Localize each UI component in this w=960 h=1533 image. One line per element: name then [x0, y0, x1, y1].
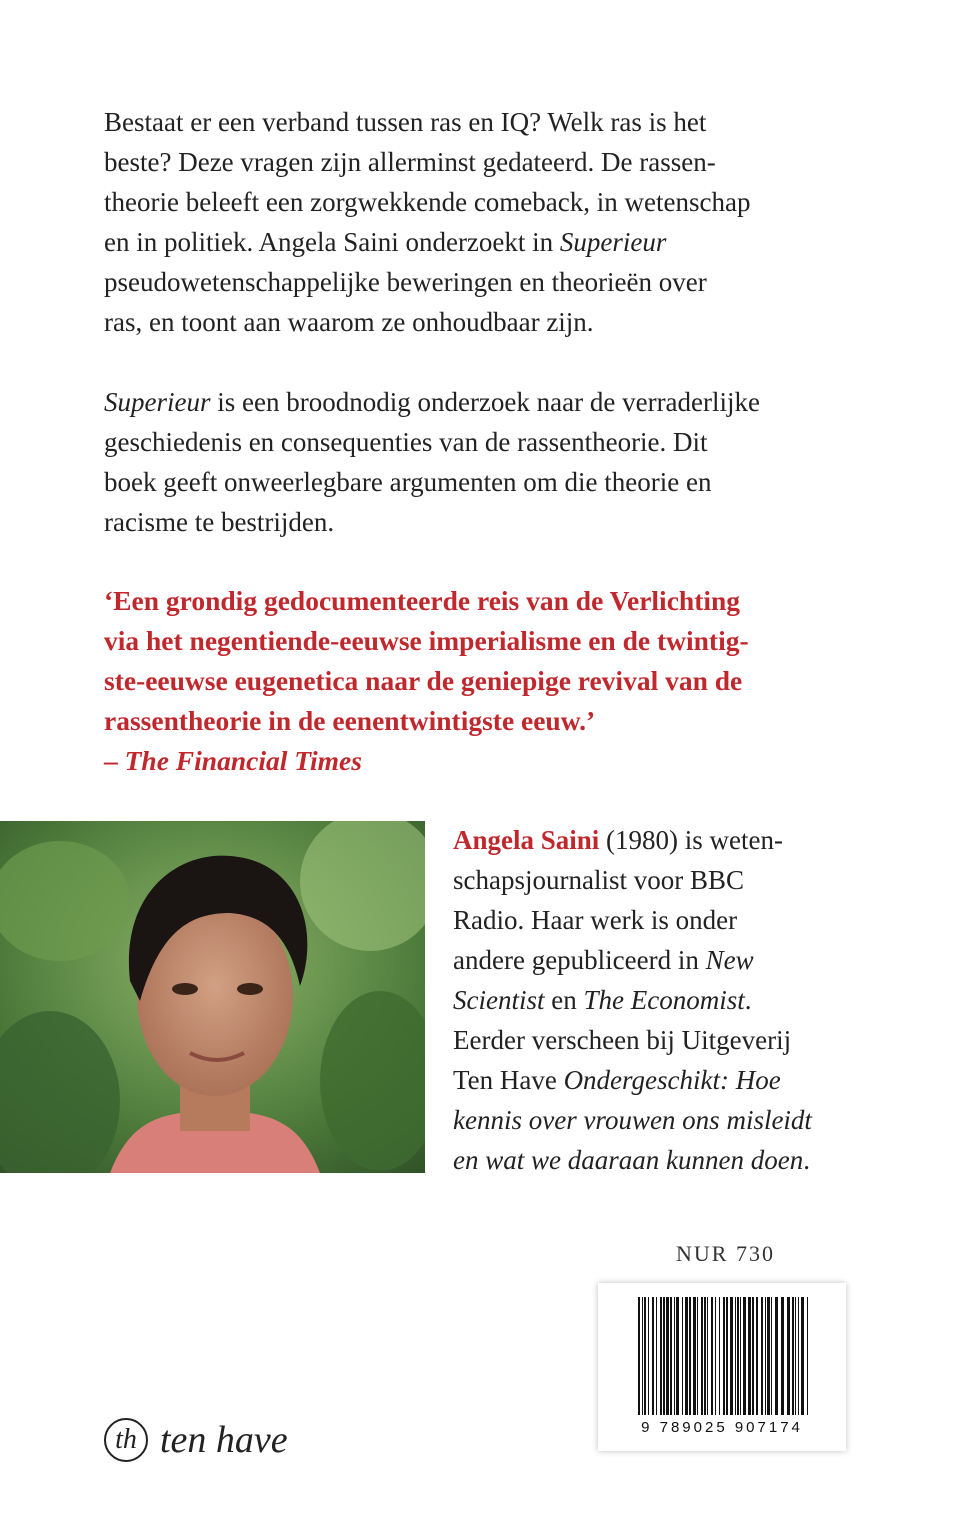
author-name: Angela Saini [453, 825, 600, 855]
book-title-italic: Superieur [104, 387, 211, 417]
text-fragment: is een broodnodig onderzoek naar de verraderlijke [210, 387, 761, 417]
quote-dash: – [104, 745, 125, 776]
text-fragment: andere gepubliceerd in [453, 945, 706, 975]
publication-italic: The Economist [583, 985, 745, 1015]
text-line: theorie beleeft een zorgwekkende comeback, in wetenschap [104, 187, 751, 217]
bio-line [453, 1060, 933, 1100]
bio-line [453, 1100, 933, 1140]
author-photo [0, 821, 425, 1173]
text-line: pseudowetenschappelijke beweringen en theorieën over [104, 267, 707, 297]
text-line: boek geeft onweerlegbare argumenten om die theorie en [104, 467, 712, 497]
bio-line [453, 940, 933, 980]
book-title-italic: kennis over vrouwen ons misleidt [453, 1105, 812, 1135]
nur-code: NUR 730 [676, 1241, 775, 1266]
publisher-monogram: th [104, 1418, 148, 1462]
text-line: beste? Deze vragen zijn allerminst gedateerd. De rassen- [104, 147, 716, 177]
text-fragment: Ten Have [453, 1065, 564, 1095]
text-fragment: en [544, 985, 584, 1015]
text-line [104, 382, 874, 422]
bio-line [453, 820, 933, 860]
barcode [598, 1283, 846, 1451]
press-quote [104, 581, 874, 781]
text-line: racisme te bestrijden. [104, 507, 335, 537]
description-paragraph-1 [104, 102, 874, 342]
publisher-logo [104, 1410, 288, 1470]
publication-italic: Scientist [453, 985, 545, 1015]
text-line: geschiedenis en consequenties van de rassentheorie. Dit [104, 427, 708, 457]
book-title-italic: en wat we daaraan kunnen doen [453, 1145, 804, 1175]
bio-line: schapsjournalist voor BBC [453, 865, 744, 895]
quote-source-name: The Financial Times [124, 745, 362, 776]
bio-line: Radio. Haar werk is onder [453, 905, 738, 935]
quote-line: rassentheorie in de eenentwintigste eeuw.’ [104, 705, 596, 736]
publication-italic: New [705, 945, 754, 975]
book-title-italic: Ondergeschikt: Hoe [563, 1065, 781, 1095]
text-line: Bestaat er een verband tussen ras en IQ? Welk ras is het [104, 107, 707, 137]
book-title-italic: Superieur [559, 227, 667, 257]
text-fragment: en in politiek. Angela Saini onderzoekt in [104, 227, 560, 257]
text-line [104, 222, 874, 262]
quote-line: via het negentiende-eeuwse imperialisme en de twintig- [104, 625, 749, 656]
quote-line: ‘Een grondig gedocumenteerde reis van de Verlichting [104, 585, 741, 616]
text-fragment: (1980) is weten- [599, 825, 783, 855]
author-bio [453, 820, 933, 1180]
isbn-number: 9 789025 907174 [641, 1419, 803, 1436]
bio-line [453, 1140, 933, 1180]
text-fragment: . [803, 1145, 810, 1175]
quote-line: ste-eeuwse eugenetica naar de geniepige revival van de [104, 665, 743, 696]
bio-line [453, 980, 933, 1020]
text-fragment: . [744, 985, 752, 1015]
publisher-name: ten have [160, 1419, 288, 1461]
description-paragraph-2 [104, 382, 874, 542]
bio-line: Eerder verscheen bij Uitgeverij [453, 1025, 792, 1055]
text-line: ras, en toont aan waarom ze onhoudbaar zijn. [104, 307, 594, 337]
quote-source [104, 741, 874, 781]
